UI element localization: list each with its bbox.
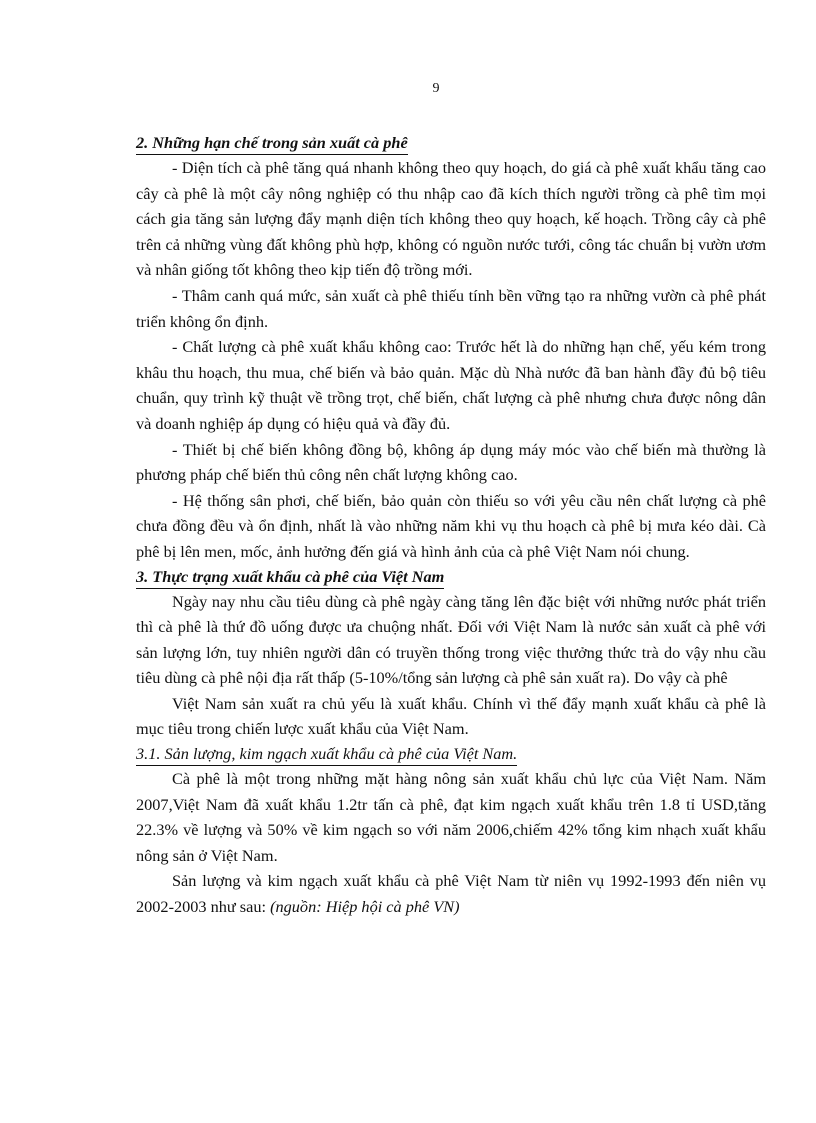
section-3-paragraph-1: Ngày nay nhu cầu tiêu dùng cà phê ngày càng tăng lên đặc biệt với những nước phát triển thì cà phê là thứ đồ uống được ưa chuộng nhất. Đối với Việt Nam là nước sản xuất cà phê với sản lượng lớn, tuy nhiên người dân có truyền thống trong việc thưởng thức trà do vậy nhu cầu tiêu dùng cà phê nội địa rất thấp (5-10%/tổng sản lượng cà phê sản xuất ra). Do vậy cà phê: [136, 591, 766, 688]
section-3-1-paragraph-2-text: Sản lượng và kim ngạch xuất khẩu cà phê Việt Nam từ niên vụ 1992-1993 đến niên vụ 2002-2003 như sau:: [136, 871, 766, 917]
section-3-paragraph-2: Việt Nam sản xuất ra chủ yếu là xuất khẩu. Chính vì thế đẩy mạnh xuất khẩu cà phê là mục tiêu trong chiến lược xuất khẩu của Việt Nam.: [136, 693, 766, 739]
source-note: (nguồn: Hiệp hội cà phê VN): [270, 897, 460, 917]
section-2-paragraph-4: - Thiết bị chế biến không đồng bộ, không áp dụng máy móc vào chế biến mà thường là phương pháp chế biến thủ công nên chất lượng không cao.: [136, 439, 766, 485]
section-2-paragraph-1: - Diện tích cà phê tăng quá nhanh không theo quy hoạch, do giá cà phê xuất khẩu tăng cao cây cà phê là một cây nông nghiệp có thu nhập cao đã kích thích người trồng cà phê tìm mọi cách gia tăng sản lượng đẩy mạnh diện tích không theo quy hoạch, kế hoạch. Trồng cây cà phê trên cả những vùng đất không phù hợp, không có nguồn nước tưới, công tác chuẩn bị vườn ươm và nhân giống tốt không theo kịp tiến độ trồng mới.: [136, 158, 766, 280]
section-2-paragraph-2: - Thâm canh quá mức, sản xuất cà phê thiếu tính bền vững tạo ra những vườn cà phê phát triển không ổn định.: [136, 285, 766, 331]
section-3-1-paragraph-1: Cà phê là một trong những mặt hàng nông sản xuất khẩu chủ lực của Việt Nam. Năm 2007,Việt Nam đã xuất khẩu 1.2tr tấn cà phê, đạt kim ngạch xuất khẩu trên 1.8 tỉ USD,tăng 22.3% về lượng và 50% về kim ngạch so với năm 2006,chiếm 42% tổng kim nhạch xuất khẩu nông sản ở Việt Nam.: [136, 769, 766, 865]
section-3-1-paragraph-2: [136, 868, 766, 919]
page-content: [136, 131, 766, 920]
section-2-paragraph-5: - Hệ thống sân phơi, chế biến, bảo quản còn thiếu so với yêu cầu nên chất lượng cà phê chưa đồng đều và ổn định, nhất là vào những năm khi vụ thu hoạch cà phê bị mưa kéo dài. Cà phê bị lên men, mốc, ảnh hưởng đến giá và hình ảnh của cà phê Việt Nam nói chung.: [136, 490, 766, 561]
section-3-1-heading: 3.1. Sản lượng, kim ngạch xuất khẩu cà phê của Việt Nam.: [136, 743, 517, 766]
section-2-heading: 2. Những hạn chế trong sản xuất cà phê: [136, 132, 408, 155]
page-number: 9: [432, 81, 440, 96]
section-2-paragraph-3: - Chất lượng cà phê xuất khẩu không cao: Trước hết là do những hạn chế, yếu kém trong khâu thu hoạch, thu mua, chế biến và bảo quản. Mặc dù Nhà nước đã ban hành đầy đủ bộ tiêu chuẩn, quy trình kỹ thuật về trồng trọt, chế biến, chất lượng cà phê nhưng chưa được nông dân và doanh nghiệp áp dụng có hiệu quả và đầy đủ.: [136, 337, 766, 433]
section-3-heading: 3. Thực trạng xuất khẩu cà phê của Việt Nam: [136, 566, 444, 589]
